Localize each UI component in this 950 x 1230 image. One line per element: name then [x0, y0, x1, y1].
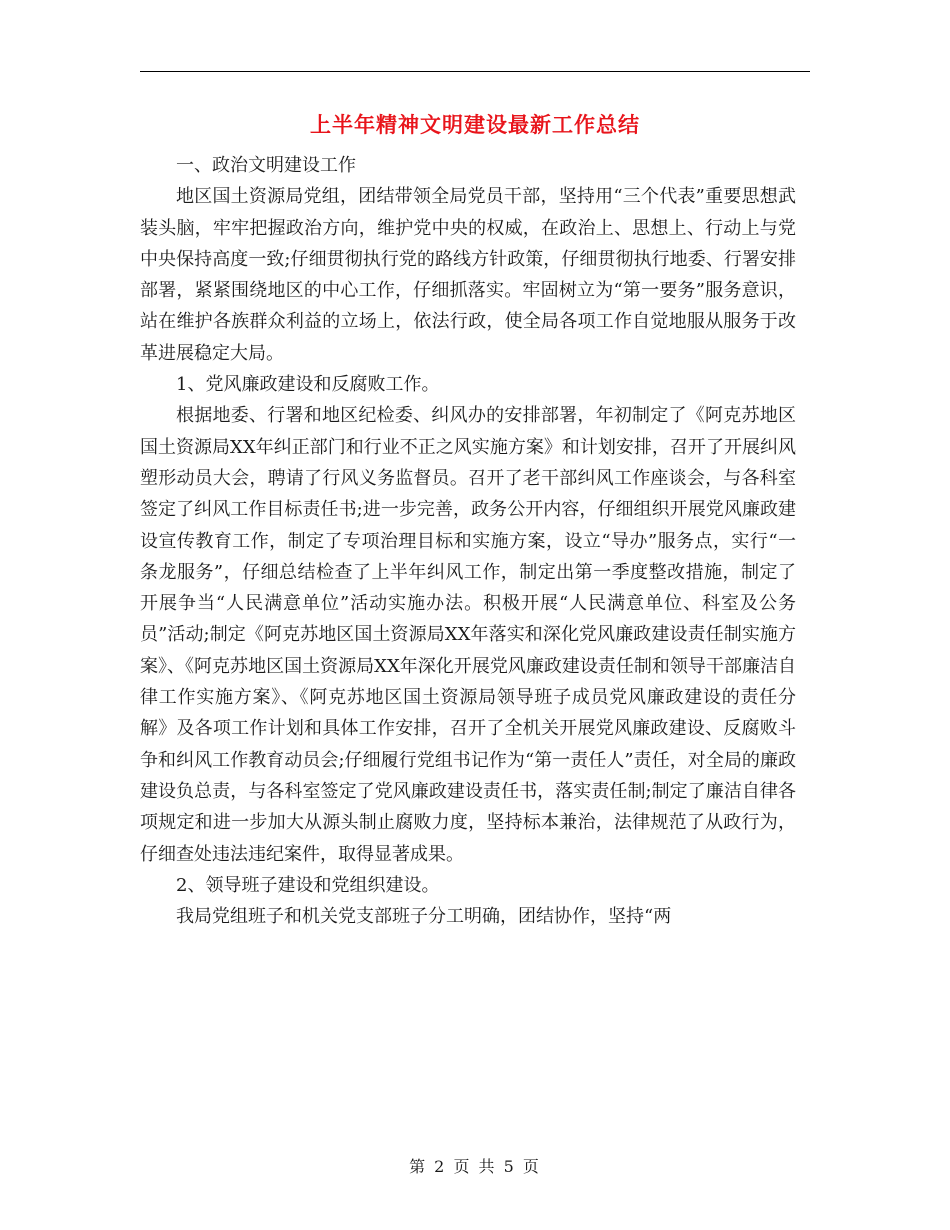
body-paragraph: 我局党组班子和机关党支部班子分工明确，团结协作，坚持“两 [176, 906, 672, 928]
page-footer: 第 2 页 共 5 页 [409, 1157, 541, 1176]
header-rule [140, 71, 810, 72]
document-title: 上半年精神文明建设最新工作总结 [310, 113, 640, 137]
document-body [140, 150, 796, 932]
subsection-heading-leadership: 2、领导班子建设和党组织建设。 [176, 874, 440, 896]
body-paragraph: 根据地委、行署和地区纪检委、纠风办的安排部署，年初制定了《阿克苏地区国土资源局XX年纠正部门和行业不正之风实施方案》和计划安排，召开了开展纠风塑形动员大会，聘请了行风义务监督员。召开了老干部纠风工作座谈会，与各科室签定了纠风工作目标责任书;进一步完善，政务公开内容，仔细组织开展党风廉政建设宣传教育工作，制定了专项治理目标和实施方案，设立“导办”服务点，实行“一条龙服务”，仔细总结检查了上半年纠风工作，制定出第一季度整改措施，制定了开展争当“人民满意单位”活动实施办法。积极开展“人民满意单位、科室及公务员”活动;制定《阿克苏地区国土资源局XX年落实和深化党风廉政建设责任制实施方案》、《阿克苏地区国土资源局XX年深化开展党风廉政建设责任制和领导干部廉洁自律工作实施方案》、《阿克苏地区国土资源局领导班子成员党风廉政建设的责任分解》及各项工作计划和具体工作安排，召开了全机关开展党风廉政建设、反腐败斗争和纠风工作教育动员会;仔细履行党组书记作为“第一责任人”责任，对全局的廉政建设负总责，与各科室签定了党风廉政建设责任书，落实责任制;制定了廉洁自律各项规定和进一步加大从源头制止腐败力度，坚持标本兼治，法律规范了从政行为，仔细查处违法违纪案件，取得显著成果。 [140, 405, 796, 865]
section-heading-political: 一、政治文明建设工作 [176, 155, 356, 176]
body-paragraph: 地区国土资源局党组，团结带领全局党员干部，坚持用“三个代表”重要思想武装头脑，牢牢把握政治方向，维护党中央的权威，在政治上、思想上、行动上与党中央保持高度一致;仔细贯彻执行党的路线方针政策，仔细贯彻执行地委、行署安排部署，紧紧围绕地区的中心工作，仔细抓落实。牢固树立为“第一要务”服务意识，站在维护各族群众利益的立场上，依法行政，使全局各项工作自觉地服从服务于改革进展稳定大局。 [140, 186, 796, 364]
subsection-heading-anticorruption: 1、党风廉政建设和反腐败工作。 [176, 374, 440, 396]
